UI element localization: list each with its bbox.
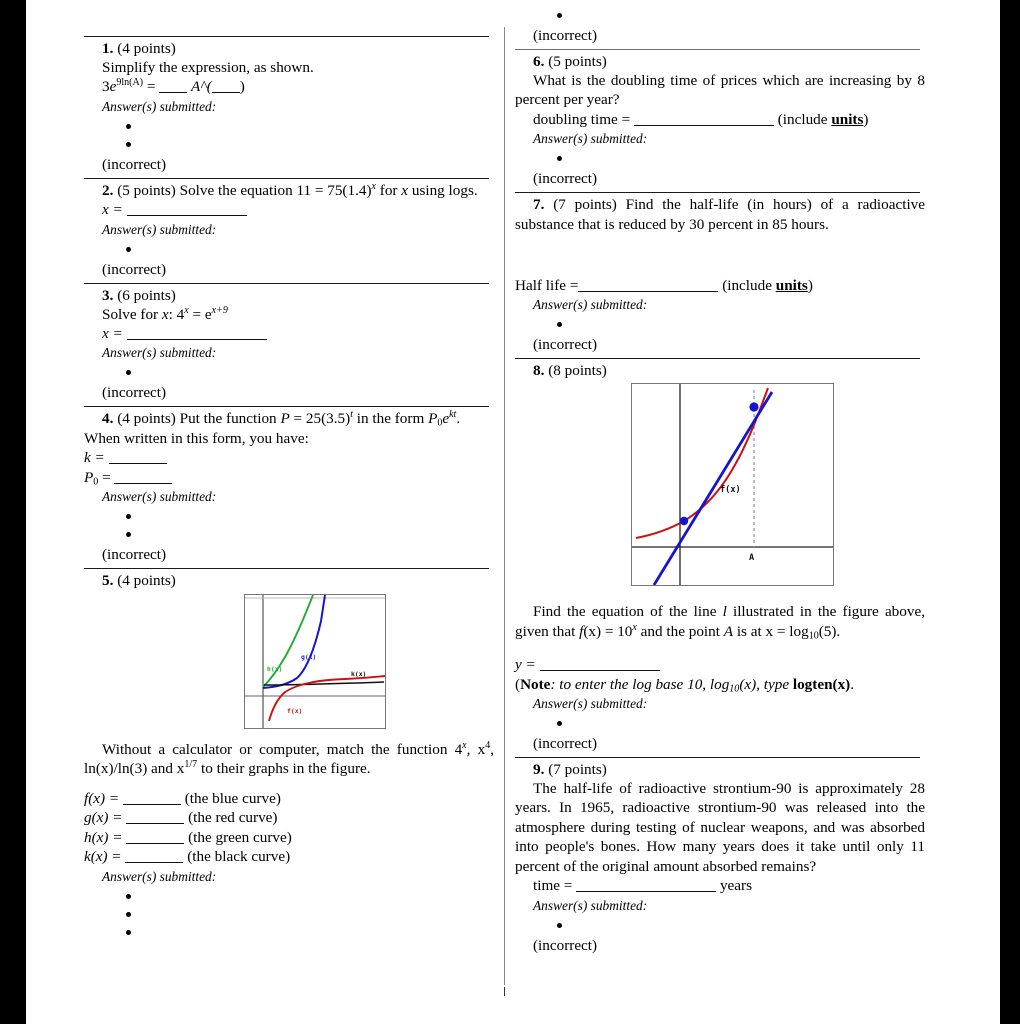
answer-bullet [557,916,925,934]
figure-problem-8 [515,383,920,596]
curve-black [264,682,384,685]
answer-bullet [126,887,494,905]
problem-5-statement [84,740,494,779]
problem-8-text-b: illustrated in the figure above, given that [515,603,925,640]
problem-6-number: 6. [533,53,545,70]
problem-9-answer-row [515,876,925,895]
problem-8-f: f [579,622,584,640]
problem-5-number: 5. [102,572,114,590]
problem-9-points: (7 points) [548,761,607,779]
answer-blank-5k[interactable] [125,850,183,863]
problem-8-text-d: and the point [636,622,724,640]
problem-4-answer-P0-row [84,468,494,487]
answer-bullet [126,905,494,923]
answer-bullet [126,135,494,153]
problem-3-text-b: : 4 [168,305,185,323]
problem-1-answer-list [84,117,494,153]
problem-6-units: units [831,110,864,128]
answer-bullet [126,240,494,258]
problem-5-title [84,571,494,590]
problem-5-g-label: g(x) = [84,809,123,827]
problem-8-answer-row [515,655,925,674]
problem-1-rule [84,36,489,37]
problem-8-A: A [723,622,734,640]
figure-problem-5 [84,594,489,734]
problem-5-exp1: x [462,740,467,751]
problem-3-rule [84,283,489,284]
problem-2-text-a: Solve the equation 11 = 75(1.4) [179,181,372,199]
problem-2 [84,178,494,279]
problem-9-suffix: years [719,877,752,895]
problem-2-submitted-label: Answer(s) submitted: [102,221,217,237]
problem-6-rule [515,49,920,50]
answer-blank-5g[interactable] [126,811,184,824]
problem-5-text-d: to their graphs in the figure. [197,760,371,778]
figure-8-plot [632,384,833,585]
label-k-of-x: k(x) [351,670,367,679]
problem-9-statement: The half-life of radioactive strontium-90 is approximately 28 years. In 1965, radioactive strontium-90 was released into the atmosphere during testing of nuclear weapons, and was absorbed into people's bones. How many years does it take until only 11 percent of the original amount absorbed remains? [515,780,925,875]
answer-bullet [557,6,925,24]
intersection-point-lower [680,517,688,525]
problem-9-status: (incorrect) [533,936,598,954]
problem-2-text-b: for [375,181,402,199]
problem-7-points: (7 points) [553,196,617,214]
problem-6-submitted-label: Answer(s) submitted: [533,131,648,147]
problem-8-text-a: Find the equation of the line [533,603,723,621]
problem-7-units: units [775,277,808,295]
problem-1-title [84,39,494,58]
problem-4-text-c: in the form [352,410,429,428]
problem-3 [84,283,494,403]
eq-a-caret: A^( [191,78,212,96]
problem-4-P0-eq: = [102,468,111,486]
figure-5-frame [244,594,386,729]
answer-blank-7[interactable] [578,279,718,292]
problem-1-submitted-label: Answer(s) submitted: [102,98,217,114]
problem-7-answer-row [515,276,925,295]
problem-7-suffix-a: (include [722,277,776,295]
answer-blank-4k[interactable] [109,451,167,464]
problem-7-answer-label: Half life = [515,277,579,295]
problem-7-number: 7. [533,196,545,214]
label-f-of-x: f(x) [287,707,303,716]
answer-blank-1b[interactable] [212,80,240,93]
figure-5-plot [245,595,385,728]
problem-4-exp-t: t [350,409,353,421]
problem-2-answer-label: x = [102,201,123,219]
document-page [26,0,1000,1024]
problem-6-title [515,52,925,71]
problem-9 [515,757,925,954]
problem-9-answer-list [515,916,925,934]
spacer [515,234,925,276]
answer-bullet [126,363,494,381]
right-column-continuation [515,6,925,45]
spacer [84,779,494,789]
problem-8 [515,358,925,753]
problem-3-answer-row [84,324,494,343]
problem-5-exp3: 1/7 [184,759,198,771]
problem-5-h-desc: (the green curve) [188,828,292,846]
problem-3-points: (6 points) [117,286,176,304]
eq-prefix: $3e^{9ln(A)}$ [102,77,144,96]
problem-7-answer-list [515,315,925,333]
answer-blank-5h[interactable] [126,831,184,844]
problem-9-number: 9. [533,761,545,779]
problem-9-answer-label: time = [533,877,573,895]
answer-blank-9[interactable] [576,879,716,892]
problem-6-suffix-a: (include [777,110,832,128]
problem-2-status: (incorrect) [102,260,167,278]
problem-5-text-c: , ln(x)/ln(3) and x [84,741,494,778]
problem-8-statement [515,602,925,641]
problem-2-exp: x [371,180,376,192]
problem-4-rule [84,406,489,407]
note-log-base: 10 [729,683,740,695]
problem-5-match-row-h [84,828,494,847]
label-point-A: A [749,553,755,564]
problem-5 [84,568,494,940]
problem-7-text: Find the half-life (in hours) of a radioactive substance that is reduced by 30 percent in 85 hours. [515,196,926,233]
problem-5-rule [84,568,489,569]
problem-4-e: e [442,410,450,428]
figure-8-frame [631,383,834,586]
note-logten: logten(x) [792,675,851,693]
problem-2-statement [84,181,494,200]
problem-4-k-label: k = [84,449,105,467]
problem-4-text-a: Put the function [179,410,281,428]
problem-7-rule [515,192,920,193]
problem-8-exp: x [632,621,637,633]
problem-4 [84,406,494,564]
problem-4-P: P [280,410,290,428]
problem-5-answer-list [84,887,494,941]
problem-1 [84,36,494,174]
problem-7-suffix-b: ) [807,277,813,295]
problem-6-answer-label: doubling time = [533,110,631,128]
problem-2-rule [84,178,489,179]
problem-8-number: 8. [533,362,545,380]
answer-blank-4P0[interactable] [114,471,172,484]
answer-blank-6[interactable] [634,113,774,126]
problem-4-P0: P [428,410,438,428]
problem-5-h-label: h(x) = [84,828,123,846]
problem-4-exp-kt: kt [449,409,457,421]
note-text-b: (x), type [739,675,793,693]
problem-5-match-row-g [84,808,494,827]
problem-4-P0-sub: 0 [437,418,443,430]
problem-4-statement [84,409,494,428]
problem-3-answer-label: x = [102,325,123,343]
problem-1-points: (4 points) [117,40,176,57]
answer-blank-3[interactable] [127,327,267,340]
problem-3-exp2: x+9 [211,304,228,316]
problem-1-number: 1. [102,40,114,57]
problem-8-answer-label: y = [515,656,536,674]
note-text-c: . [850,675,855,693]
problem-8-submitted-label: Answer(s) submitted: [533,696,648,712]
problem-8-line-l: l [722,603,727,621]
problem-5-points: (4 points) [117,572,176,590]
problem-1-status: (incorrect) [102,155,167,173]
curve-f-of-x [636,388,768,538]
problem-6 [515,49,925,188]
answer-bullet [557,149,925,167]
problem-4-answer-k-row [84,448,494,467]
problem-4-answer-list [84,507,494,543]
answer-bullet [126,507,494,525]
problem-8-text-f: (5). [818,622,841,640]
problem-2-text-c: using logs. [408,181,478,199]
problem-3-text-a: Solve for [102,305,162,323]
problem-9-title [515,760,925,779]
answer-blank-2[interactable] [127,203,247,216]
continuation-answer-list [515,6,925,24]
problem-4-P0-label-sub: 0 [93,476,99,488]
right-column [515,0,925,959]
problem-3-statement [84,305,494,324]
eq-equals: = [146,78,156,96]
answer-blank-5f[interactable] [123,792,181,805]
problem-8-rule [515,358,920,359]
answer-bullet [126,923,494,941]
problem-6-answer-row [515,110,925,129]
problem-8-text-e: is at x = log [733,622,809,640]
answer-blank-8[interactable] [540,658,660,671]
answer-blank-1a[interactable] [159,80,187,93]
problem-3-text-c: = e [188,305,212,323]
problem-6-suffix-b: ) [863,110,869,128]
problem-2-var: x [401,181,409,199]
problem-2-answer-list [84,240,494,258]
note-open-paren: ( [515,675,521,693]
problem-4-text-d: . [456,410,461,428]
problem-5-text-a: Without a calculator or computer, match the function 4 [102,741,463,759]
note-text-a: : to enter the log base 10, log [550,675,730,693]
problem-8-log-base: 10 [808,630,819,642]
column-divider [504,27,505,985]
problem-4-submitted-label: Answer(s) submitted: [102,489,217,505]
problem-9-rule [515,757,920,758]
problem-2-answer-row [84,200,494,219]
problem-5-text-b: , x [466,741,486,759]
note-bold-label: Note [520,675,551,693]
problem-8-answer-list [515,714,925,732]
label-h-of-x: h(x) [267,665,283,674]
problem-9-submitted-label: Answer(s) submitted: [533,897,648,913]
problem-3-var: x [161,305,169,323]
problem-7 [515,192,925,354]
answer-bullet [557,714,925,732]
problem-5-f-label: f(x) = [84,789,120,807]
curve-green [263,595,313,687]
problem-4-number: 4. [102,410,114,428]
problem-4-status: (incorrect) [102,546,167,564]
intersection-point-A [749,403,758,412]
problem-3-status: (incorrect) [102,384,167,402]
spacer [515,641,925,655]
problem-6-points: (5 points) [548,53,607,70]
problem-4-points: (4 points) [117,410,176,428]
label-f-of-x: f(x) [720,485,741,496]
problem-8-points: (8 points) [548,362,607,380]
problem-8-note [515,675,925,694]
problem-5-submitted-label: Answer(s) submitted: [102,868,217,884]
continuation-status: (incorrect) [533,27,598,44]
problem-4-text-b: = 25(3.5) [289,410,351,428]
problem-3-number: 3. [102,286,114,304]
problem-4-line2: When written in this form, you have: [84,429,309,447]
page-footer-tick [504,987,505,996]
problem-6-status: (incorrect) [533,170,598,188]
problem-1-equation [84,77,494,96]
problem-7-submitted-label: Answer(s) submitted: [533,297,648,313]
label-g-of-x: g(x) [301,653,317,662]
problem-5-k-label: k(x) = [84,848,122,866]
problem-8-status: (incorrect) [533,735,598,753]
problem-5-exp2: 4 [485,740,491,751]
problem-3-answer-list [84,363,494,381]
problem-3-submitted-label: Answer(s) submitted: [102,345,217,361]
problem-2-points: (5 points) [117,181,176,199]
problem-5-g-desc: (the red curve) [188,809,278,827]
problem-7-status: (incorrect) [533,336,598,354]
answer-bullet [557,315,925,333]
problem-7-statement [515,195,925,234]
problem-3-title [84,286,494,305]
problem-6-answer-list [515,149,925,167]
problem-4-P0-label: P [84,468,94,486]
problem-5-k-desc: (the black curve) [187,848,291,866]
problem-1-statement: Simplify the expression, as shown. [102,59,314,76]
problem-8-title [515,361,925,380]
problem-6-statement: What is the doubling time of prices which are increasing by 8 percent per year? [515,72,925,109]
answer-bullet [126,525,494,543]
problem-8-text-c: (x) = 10 [583,622,633,640]
left-column [84,0,494,943]
problem-3-exp1: x [184,304,189,316]
answer-bullet [126,117,494,135]
problem-5-f-desc: (the blue curve) [184,789,281,807]
eq-close: ) [239,78,245,96]
problem-5-match-row-k [84,847,494,866]
problem-5-match-row-f [84,789,494,808]
problem-2-number: 2. [102,181,114,199]
